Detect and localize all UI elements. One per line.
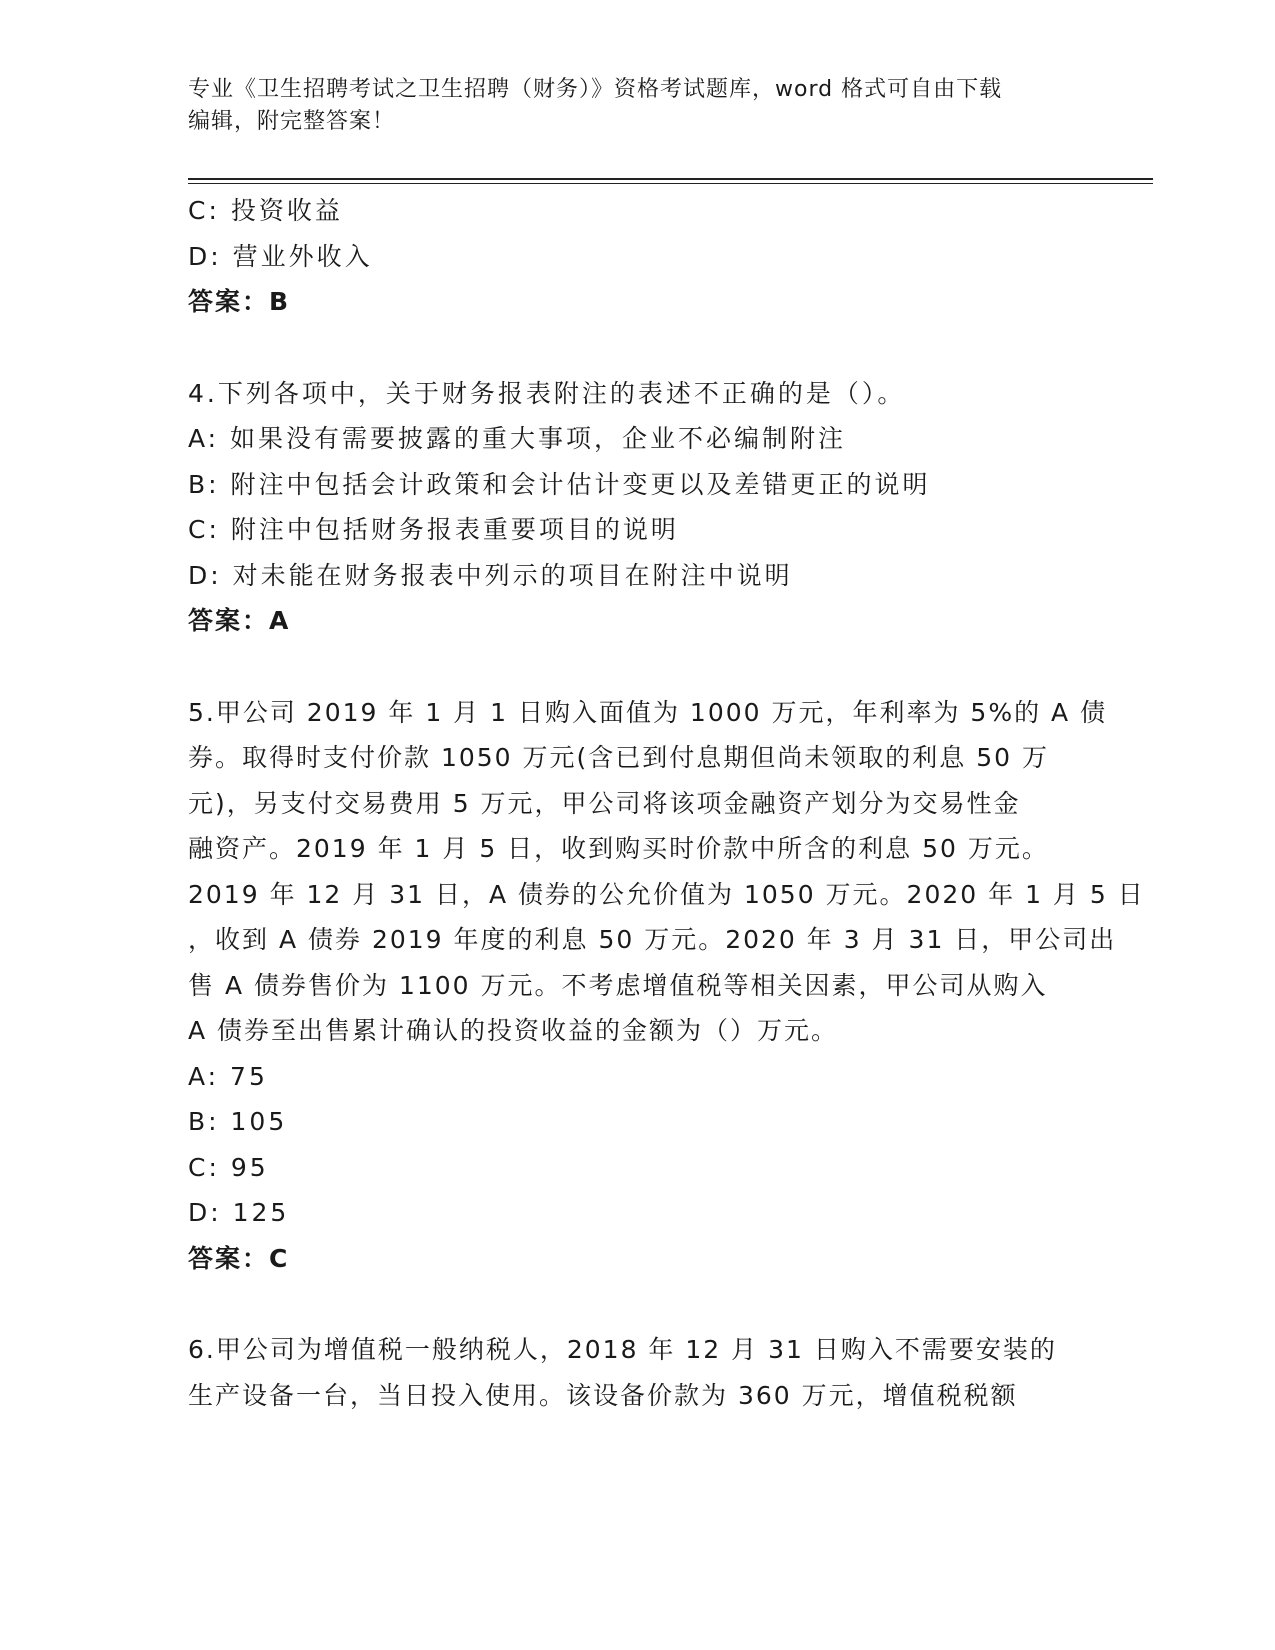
question-stem xyxy=(188,1327,1088,1418)
option-c: C: 投资收益 xyxy=(188,196,343,225)
stem-line: 券。取得时支付价款 1050 万元(含已到付息期但尚未领取的利息 50 万 xyxy=(188,743,1049,772)
question-6 xyxy=(188,1327,1088,1418)
option-d: D: 对未能在财务报表中列示的项目在附注中说明 xyxy=(188,560,793,590)
stem-line: 2019 年 12 月 31 日，A 债券的公允价值为 1050 万元。2020 年 1 月 5 日 xyxy=(188,879,1145,909)
option-a: A: 如果没有需要披露的重大事项，企业不必编制附注 xyxy=(188,424,847,453)
question-stem: 4.下列各项中，关于财务报表附注的表述不正确的是（）。 xyxy=(188,378,906,408)
option-a: A: 75 xyxy=(188,1061,268,1091)
header-line-2: 编辑，附完整答案！ xyxy=(188,109,396,134)
document-header xyxy=(188,74,1088,138)
option-b: B: 105 xyxy=(188,1107,288,1136)
question-content xyxy=(188,188,1145,1418)
stem-line: 融资产。2019 年 1 月 5 日，收到购买时价款中所含的利息 50 万元。 xyxy=(188,834,1049,863)
answer: 答案：C xyxy=(188,1243,290,1273)
stem-line: A 债券至出售累计确认的投资收益的金额为（）万元。 xyxy=(188,1016,839,1045)
header-line-1: 专业《卫生招聘考试之卫生招聘（财务）》资格考试题库，word 格式可自由下载 xyxy=(188,77,1003,102)
answer: 答案：A xyxy=(188,606,291,635)
question-4 xyxy=(188,371,1088,644)
option-c: C: 95 xyxy=(188,1152,269,1182)
header-divider-thick xyxy=(188,178,1153,180)
question-stem xyxy=(188,690,1145,1054)
option-d: D: 营业外收入 xyxy=(188,241,373,271)
stem-line: 6.甲公司为增值税一般纳税人，2018 年 12 月 31 日购入不需要安装的 xyxy=(188,1335,1057,1364)
stem-line: 售 A 债券售价为 1100 万元。不考虑增值税等相关因素，甲公司从购入 xyxy=(188,970,1048,1000)
question-3-tail xyxy=(188,188,1088,325)
stem-line: ，收到 A 债券 2019 年度的利息 50 万元。2020 年 3 月 31 日，甲公司出 xyxy=(188,925,1117,954)
stem-line: 元)，另支付交易费用 5 万元，甲公司将该项金融资产划分为交易性金 xyxy=(188,788,1021,818)
stem-line: 5.甲公司 2019 年 1 月 1 日购入面值为 1000 万元，年利率为 5%的 A 债 xyxy=(188,697,1108,727)
option-b: B: 附注中包括会计政策和会计估计变更以及差错更正的说明 xyxy=(188,469,931,499)
header-divider-thin xyxy=(188,183,1153,184)
answer: 答案：B xyxy=(188,287,291,316)
stem-line: 生产设备一台，当日投入使用。该设备价款为 360 万元，增值税税额 xyxy=(188,1380,1018,1410)
option-c: C: 附注中包括财务报表重要项目的说明 xyxy=(188,515,679,544)
option-d: D: 125 xyxy=(188,1198,290,1227)
question-5 xyxy=(188,690,1145,1282)
